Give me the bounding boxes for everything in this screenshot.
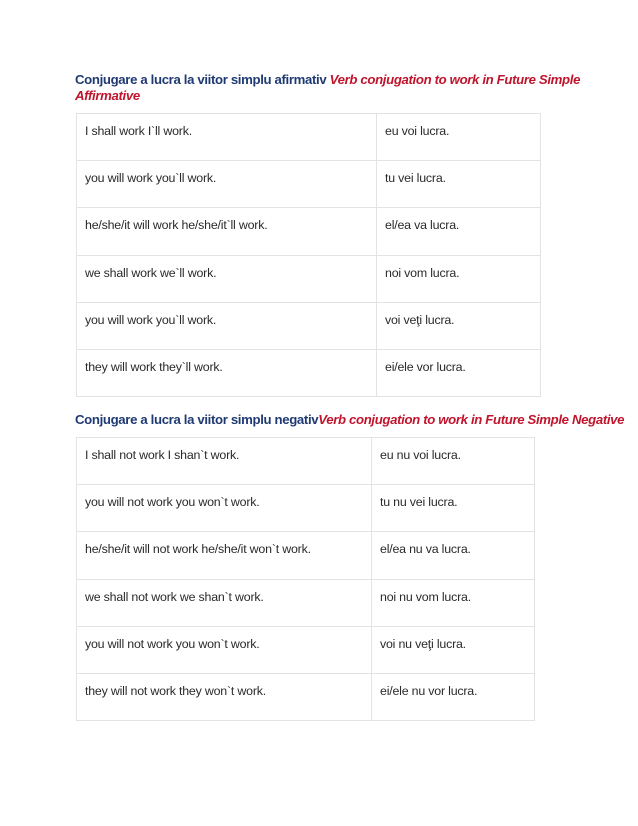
romanian-cell: tu nu vei lucra. <box>372 485 535 532</box>
table-row <box>77 532 535 579</box>
negative-heading-ro: Conjugare a lucra la viitor simplu negativ <box>75 412 319 427</box>
english-cell: I shall not work I shan`t work. <box>77 438 372 485</box>
english-cell: we shall not work we shan`t work. <box>77 579 372 626</box>
romanian-cell: eu voi lucra. <box>377 114 541 161</box>
english-cell: he/she/it will work he/she/it`ll work. <box>77 208 377 255</box>
table-row <box>77 255 541 302</box>
table-row <box>77 579 535 626</box>
english-cell: he/she/it will not work he/she/it won`t work. <box>77 532 372 579</box>
affirmative-table <box>76 113 541 397</box>
affirmative-section <box>75 72 638 397</box>
romanian-cell: ei/ele nu vor lucra. <box>372 673 535 720</box>
table-row <box>77 302 541 349</box>
english-cell: you will not work you won`t work. <box>77 626 372 673</box>
romanian-cell: ei/ele vor lucra. <box>377 349 541 396</box>
romanian-cell: eu nu voi lucra. <box>372 438 535 485</box>
table-row <box>77 485 535 532</box>
table-row <box>77 208 541 255</box>
affirmative-heading-ro: Conjugare a lucra la viitor simplu afirmativ <box>75 72 330 87</box>
table-row <box>77 114 541 161</box>
english-cell: you will not work you won`t work. <box>77 485 372 532</box>
table-row <box>77 626 535 673</box>
affirmative-heading-en: Verb conjugation to work in Future Simple Affirmative <box>75 72 581 103</box>
negative-section <box>75 412 624 721</box>
romanian-cell: voi veţi lucra. <box>377 302 541 349</box>
affirmative-heading <box>75 72 638 104</box>
english-cell: they will work they`ll work. <box>77 349 377 396</box>
romanian-cell: voi nu veţi lucra. <box>372 626 535 673</box>
romanian-cell: noi nu vom lucra. <box>372 579 535 626</box>
romanian-cell: tu vei lucra. <box>377 161 541 208</box>
romanian-cell: noi vom lucra. <box>377 255 541 302</box>
table-row <box>77 438 535 485</box>
table-row <box>77 673 535 720</box>
negative-table <box>76 437 535 721</box>
english-cell: you will work you`ll work. <box>77 161 377 208</box>
table-row <box>77 349 541 396</box>
romanian-cell: el/ea nu va lucra. <box>372 532 535 579</box>
english-cell: I shall work I`ll work. <box>77 114 377 161</box>
english-cell: they will not work they won`t work. <box>77 673 372 720</box>
english-cell: we shall work we`ll work. <box>77 255 377 302</box>
negative-heading <box>75 412 624 428</box>
table-row <box>77 161 541 208</box>
negative-heading-en: Verb conjugation to work in Future Simple Negative <box>318 412 625 427</box>
romanian-cell: el/ea va lucra. <box>377 208 541 255</box>
english-cell: you will work you`ll work. <box>77 302 377 349</box>
